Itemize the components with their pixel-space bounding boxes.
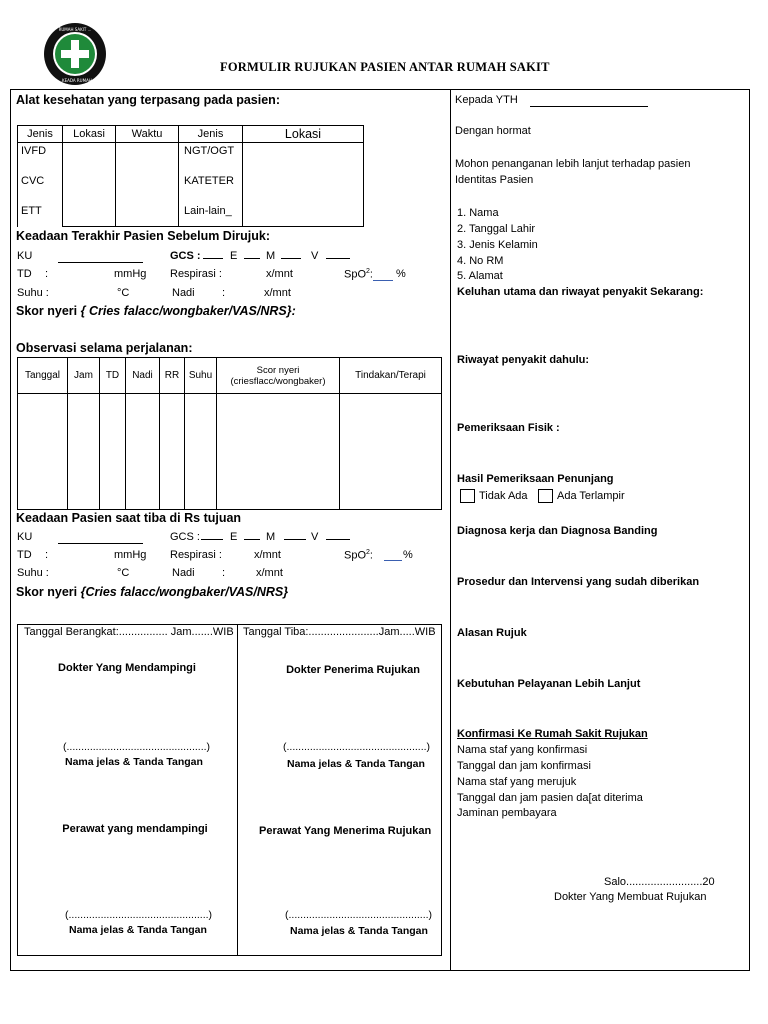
nama-jelas-label: Nama jelas & Tanda Tangan xyxy=(290,925,428,937)
after-v-label: V xyxy=(311,531,319,543)
before-e-label: E xyxy=(230,250,238,262)
after-ku-label: KU xyxy=(17,531,33,543)
after-m-field[interactable] xyxy=(284,539,306,540)
after-skor-nyeri: Skor nyeri {Cries falacc/wongbaker/VAS/NRS} xyxy=(16,585,289,599)
perawat-menerima-label: Perawat Yang Menerima Rujukan xyxy=(259,825,432,837)
after-resp-unit: x/mnt xyxy=(254,549,281,561)
equip-header-lokasi: Lokasi xyxy=(63,126,116,143)
equip-header-waktu: Waktu xyxy=(116,126,179,143)
dokter-penerima-label: Dokter Penerima Rujukan xyxy=(286,664,420,676)
after-nadi-label: Nadi xyxy=(172,567,195,579)
identity-item: 5. Alamat xyxy=(457,270,503,282)
dengan-hormat: Dengan hormat xyxy=(455,125,531,137)
nama-jelas-label: Nama jelas & Tanda Tangan xyxy=(287,758,425,770)
logo-ring-bottom-text: ...KEADA RUMAH xyxy=(58,78,92,83)
observation-table xyxy=(17,357,442,510)
obs-cell[interactable] xyxy=(340,394,442,510)
before-heading: Keadaan Terakhir Pasien Sebelum Dirujuk: xyxy=(16,229,271,243)
fisik-label: Pemeriksaan Fisik : xyxy=(457,422,560,434)
after-m-label: M xyxy=(266,531,276,543)
obs-cell[interactable] xyxy=(160,394,185,510)
after-gcs-label: GCS : xyxy=(170,531,200,543)
equip-header-jenis: Jenis xyxy=(18,126,63,143)
obs-heading: Observasi selama perjalanan: xyxy=(16,341,193,355)
konfirmasi-item: Nama staf yang konfirmasi xyxy=(457,744,588,756)
equip-cell[interactable] xyxy=(243,143,364,227)
equip-cell[interactable] xyxy=(116,143,179,227)
equip-cell[interactable] xyxy=(63,143,116,227)
before-td-label: TD xyxy=(17,268,32,280)
obs-cell[interactable] xyxy=(18,394,68,510)
perawat-mendampingi-sign-line[interactable]: (................................................) xyxy=(65,909,213,921)
alasan-label: Alasan Rujuk xyxy=(457,627,527,639)
tidak-ada-checkbox[interactable] xyxy=(460,489,475,503)
before-m-field[interactable] xyxy=(281,258,301,259)
konfirmasi-item: Jaminan pembayara xyxy=(457,807,557,819)
equip-row-ett: ETT xyxy=(21,205,42,217)
before-gcs-label: GCS : xyxy=(170,250,201,262)
dokter-mendampingi-sign-line[interactable]: (................................................) xyxy=(63,741,211,753)
logo-ring-top-text: RUMAH SAKIT ... xyxy=(58,27,92,32)
equipment-table xyxy=(17,125,364,227)
before-mmhg: mmHg xyxy=(114,268,147,280)
after-ku-field[interactable] xyxy=(58,543,143,544)
obs-header-suhu: Suhu xyxy=(185,358,217,394)
column-divider xyxy=(450,89,451,971)
equip-header-jenis-2: Jenis xyxy=(179,126,243,143)
hospital-logo xyxy=(43,22,107,86)
perawat-menerima-sign-line[interactable]: (................................................) xyxy=(285,909,433,921)
before-e-field[interactable] xyxy=(244,258,260,259)
obs-header-rr: RR xyxy=(160,358,185,394)
riwayat-label: Riwayat penyakit dahulu: xyxy=(457,354,590,366)
prosedur-label: Prosedur dan Intervensi yang sudah diberikan xyxy=(457,576,700,588)
before-nadi-unit: x/mnt xyxy=(264,287,291,299)
obs-header-td: TD xyxy=(100,358,126,394)
obs-cell[interactable] xyxy=(217,394,340,510)
obs-cell[interactable] xyxy=(126,394,160,510)
identity-item: 3. Jenis Kelamin xyxy=(457,239,538,251)
konfirmasi-item: Tanggal dan jam pasien da[at diterima xyxy=(457,792,643,804)
perawat-mendampingi-label: Perawat yang mendampingi xyxy=(62,823,208,835)
identity-item: 1. Nama xyxy=(457,207,499,219)
after-respirasi-label: Respirasi : xyxy=(170,549,222,561)
after-heading: Keadaan Pasien saat tiba di Rs tujuan xyxy=(16,511,242,525)
before-suhu-unit: °C xyxy=(117,287,130,299)
kepada-field[interactable] xyxy=(530,106,648,107)
after-td-label: TD xyxy=(17,549,32,561)
obs-cell[interactable] xyxy=(185,394,217,510)
before-m-label: M xyxy=(266,250,276,262)
obs-header-tanggal: Tanggal xyxy=(18,358,68,394)
dokter-penerima-sign-line[interactable]: (................................................) xyxy=(283,741,431,753)
after-suhu-label: Suhu : xyxy=(17,567,49,579)
nama-jelas-label: Nama jelas & Tanda Tangan xyxy=(65,756,203,768)
kebutuhan-label: Kebutuhan Pelayanan Lebih Lanjut xyxy=(457,678,641,690)
ada-terlampir-checkbox[interactable] xyxy=(538,489,553,503)
obs-cell[interactable] xyxy=(68,394,100,510)
identity-item: 2. Tanggal Lahir xyxy=(457,223,536,235)
after-spo2-label: SpO$^2$: xyxy=(344,549,373,562)
before-ku-field[interactable] xyxy=(58,262,143,263)
identitas-label: Identitas Pasien xyxy=(455,174,534,186)
form-title: FORMULIR RUJUKAN PASIEN ANTAR RUMAH SAKIT xyxy=(220,60,550,74)
mohon-text: Mohon penanganan lebih lanjut terhadap pasien xyxy=(455,158,691,170)
before-gcs-field[interactable] xyxy=(203,258,223,259)
after-v-field[interactable] xyxy=(326,539,350,540)
after-nadi-unit: x/mnt xyxy=(256,567,283,579)
equip-row-lain: Lain-lain_ xyxy=(184,205,232,217)
before-resp-unit: x/mnt xyxy=(266,268,293,280)
obs-header-jam: Jam xyxy=(68,358,100,394)
obs-header-tindakan: Tindakan/Terapi xyxy=(340,358,442,394)
konfirmasi-item: Tanggal dan jam konfirmasi xyxy=(457,760,591,772)
obs-header-nadi: Nadi xyxy=(126,358,160,394)
before-respirasi-label: Respirasi : xyxy=(170,268,222,280)
equip-row-ivfd: IVFD xyxy=(21,145,47,157)
before-suhu-label: Suhu : xyxy=(17,287,49,299)
konfirmasi-item: Nama staf yang merujuk xyxy=(457,776,577,788)
before-skor-nyeri: Skor nyeri { Cries falacc/wongbaker/VAS/NRS}: xyxy=(16,304,296,318)
dokter-mendampingi-label: Dokter Yang Mendampingi xyxy=(58,662,196,674)
ada-terlampir-option[interactable]: Ada Terlampir xyxy=(538,489,625,503)
kepada-label: Kepada YTH xyxy=(455,94,518,106)
before-ku-label: KU xyxy=(17,250,33,262)
dokter-membuat-label: Dokter Yang Membuat Rujukan xyxy=(554,891,707,903)
obs-cell[interactable] xyxy=(100,394,126,510)
before-spo2-field[interactable] xyxy=(373,280,393,281)
identity-item: 4. No RM xyxy=(457,255,504,267)
keluhan-label: Keluhan utama dan riwayat penyakit Sekarang: xyxy=(457,286,704,298)
nama-jelas-label: Nama jelas & Tanda Tangan xyxy=(69,924,207,936)
salo-date: Salo.........................20 xyxy=(604,876,715,888)
equip-header-lokasi-2: Lokasi xyxy=(243,126,364,143)
before-spo2-label: SpO$^2$: xyxy=(344,268,373,281)
after-spo2-field[interactable] xyxy=(384,560,402,561)
equip-row-ngt: NGT/OGT xyxy=(184,145,235,157)
after-gcs-field[interactable] xyxy=(201,539,223,540)
penunjang-label: Hasil Pemeriksaan Penunjang xyxy=(457,473,614,485)
before-nadi-label: Nadi xyxy=(172,287,195,299)
before-v-field[interactable] xyxy=(326,258,350,259)
konfirmasi-heading: Konfirmasi Ke Rumah Sakit Rujukan xyxy=(457,728,648,740)
obs-header-scor: Scor nyeri (criesflacc/wongbaker) xyxy=(217,358,340,394)
tanggal-tiba: Tanggal Tiba:.......................Jam.....WIB xyxy=(243,626,436,638)
diagnosa-label: Diagnosa kerja dan Diagnosa Banding xyxy=(457,525,658,537)
before-v-label: V xyxy=(311,250,319,262)
after-e-label: E xyxy=(230,531,238,543)
after-suhu-unit: °C xyxy=(117,567,130,579)
tidak-ada-option[interactable]: Tidak Ada xyxy=(460,489,528,503)
equip-heading: Alat kesehatan yang terpasang pada pasien: xyxy=(16,93,280,107)
equip-row-cvc: CVC xyxy=(21,175,45,187)
tanggal-berangkat: Tanggal Berangkat:................ Jam.......WIB xyxy=(24,626,234,638)
after-e-field[interactable] xyxy=(244,539,260,540)
equip-row-kateter: KATETER xyxy=(184,175,234,187)
after-mmhg: mmHg xyxy=(114,549,147,561)
